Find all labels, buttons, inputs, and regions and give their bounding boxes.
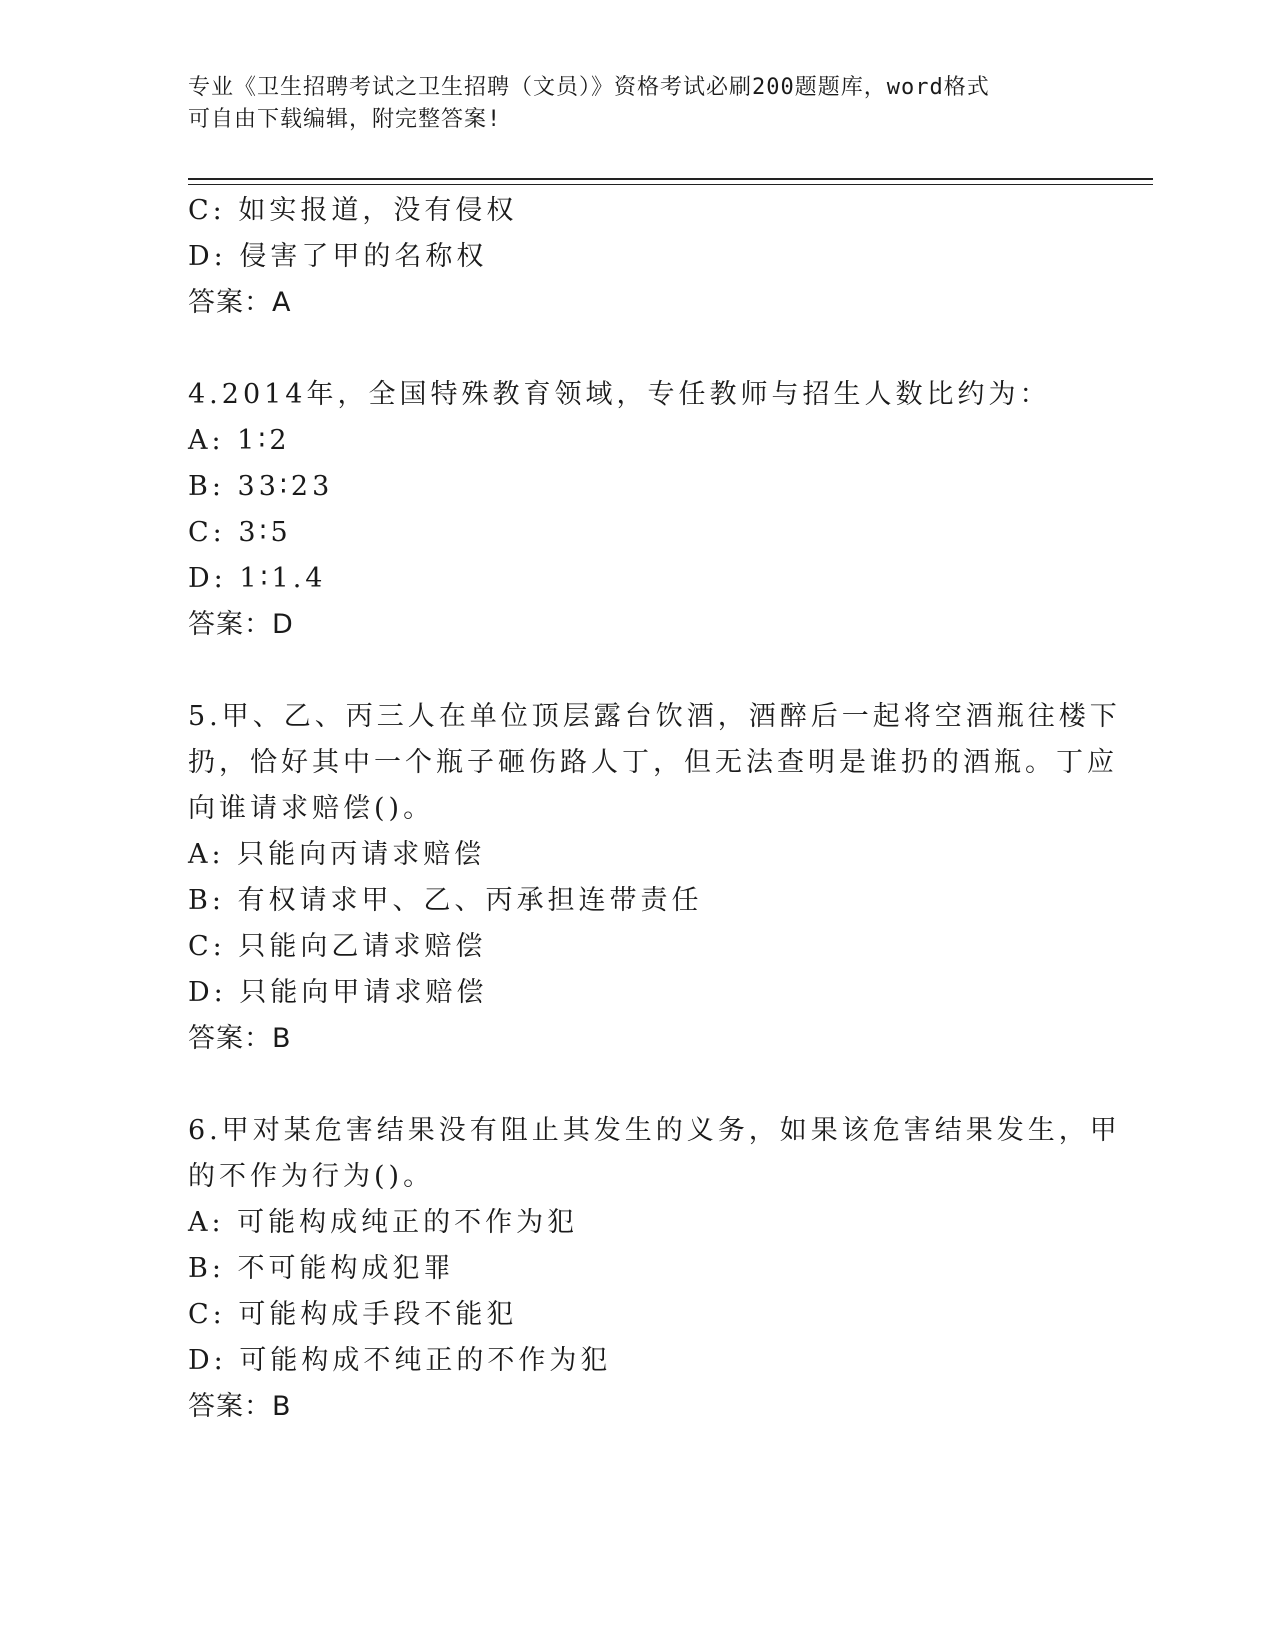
header-title-line-1: 专业《卫生招聘考试之卫生招聘（文员）》资格考试必刷200题题库，word格式 <box>188 75 990 100</box>
question-5 <box>188 694 1121 1062</box>
question-text-line-2: 扔，恰好其中一个瓶子砸伤路人丁，但无法查明是谁扔的酒瓶。丁应 <box>188 747 1118 778</box>
option-d: D: 1∶1.4 <box>188 563 327 594</box>
option-b: B: 有权请求甲、乙、丙承担连带责任 <box>188 885 703 916</box>
option-a: A: 可能构成纯正的不作为犯 <box>188 1207 579 1238</box>
question-list <box>188 188 1121 1430</box>
header-rule-thick <box>188 178 1153 180</box>
option-d: D: 侵害了甲的名称权 <box>188 241 488 272</box>
option-b: B: 33∶23 <box>188 471 334 502</box>
option-a: A: 只能向丙请求赔偿 <box>188 839 486 870</box>
answer-label: 答案：A <box>188 287 292 318</box>
question-text: 4.2014年，全国特殊教育领域，专任教师与招生人数比约为： <box>188 379 1051 410</box>
option-c: C: 3∶5 <box>188 517 292 548</box>
option-c: C: 如实报道，没有侵权 <box>188 195 518 226</box>
spacer <box>188 1062 1068 1108</box>
question-6 <box>188 1108 1121 1430</box>
header-rule-thin <box>188 184 1153 185</box>
question-4 <box>188 372 1068 648</box>
answer-label: 答案：B <box>188 1391 292 1422</box>
header-title-line-2: 可自由下载编辑，附完整答案! <box>188 107 502 132</box>
option-c: C: 可能构成手段不能犯 <box>188 1299 518 1330</box>
option-b: B: 不可能构成犯罪 <box>188 1253 455 1284</box>
option-d: D: 可能构成不纯正的不作为犯 <box>188 1345 612 1376</box>
question-text-line-2: 的不作为行为()。 <box>188 1161 435 1192</box>
document-header <box>188 72 1068 136</box>
answer-label: 答案：B <box>188 1023 292 1054</box>
question-text-line-3: 向谁请求赔偿()。 <box>188 793 435 824</box>
option-a: A: 1∶2 <box>188 425 291 456</box>
spacer <box>188 648 1068 694</box>
question-text-line-1: 5.甲、乙、丙三人在单位顶层露台饮酒，酒醉后一起将空酒瓶往楼下 <box>188 701 1121 732</box>
option-d: D: 只能向甲请求赔偿 <box>188 977 488 1008</box>
spacer <box>188 326 1068 372</box>
question-3-fragment <box>188 188 1068 326</box>
question-text-line-1: 6.甲对某危害结果没有阻止其发生的义务，如果该危害结果发生，甲 <box>188 1115 1121 1146</box>
option-c: C: 只能向乙请求赔偿 <box>188 931 487 962</box>
answer-label: 答案：D <box>188 609 294 640</box>
